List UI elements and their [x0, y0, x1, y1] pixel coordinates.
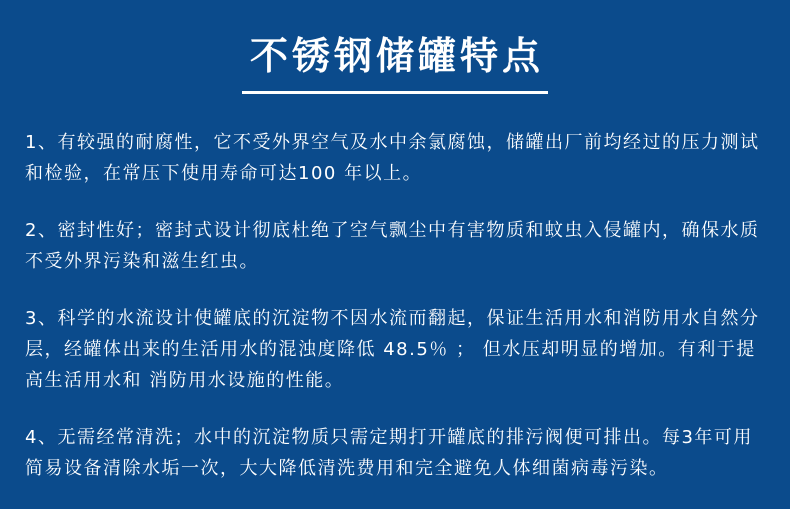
feature-item-1: 1、有较强的耐腐性，它不受外界空气及水中余氯腐蚀，储罐出厂前均经过的压力测试和检验，在常压下使用寿命可达100 年以上。: [25, 132, 760, 184]
feature-item-3: 3、科学的水流设计使罐底的沉淀物不因水流而翻起，保证生活用水和消防用水自然分层，经罐体出来的生活用水的混浊度降低 48.5％ ； 但水压却明显的增加。有利于提高生活用水和 消防用水设施的性能。: [25, 308, 760, 391]
feature-list: [0, 94, 790, 484]
page-title: 不锈钢储罐特点: [249, 34, 544, 78]
feature-item-2: 2、密封性好；密封式设计彻底杜绝了空气飘尘中有害物质和蚊虫入侵罐内，确保水质不受外界污染和滋生红虫。: [25, 220, 760, 272]
feature-item-4: 4、无需经常清洗；水中的沉淀物质只需定期打开罐底的排污阀便可排出。每3年可用简易设备清除水垢一次，大大降低清洗费用和完全避免人体细菌病毒污染。: [25, 427, 753, 479]
